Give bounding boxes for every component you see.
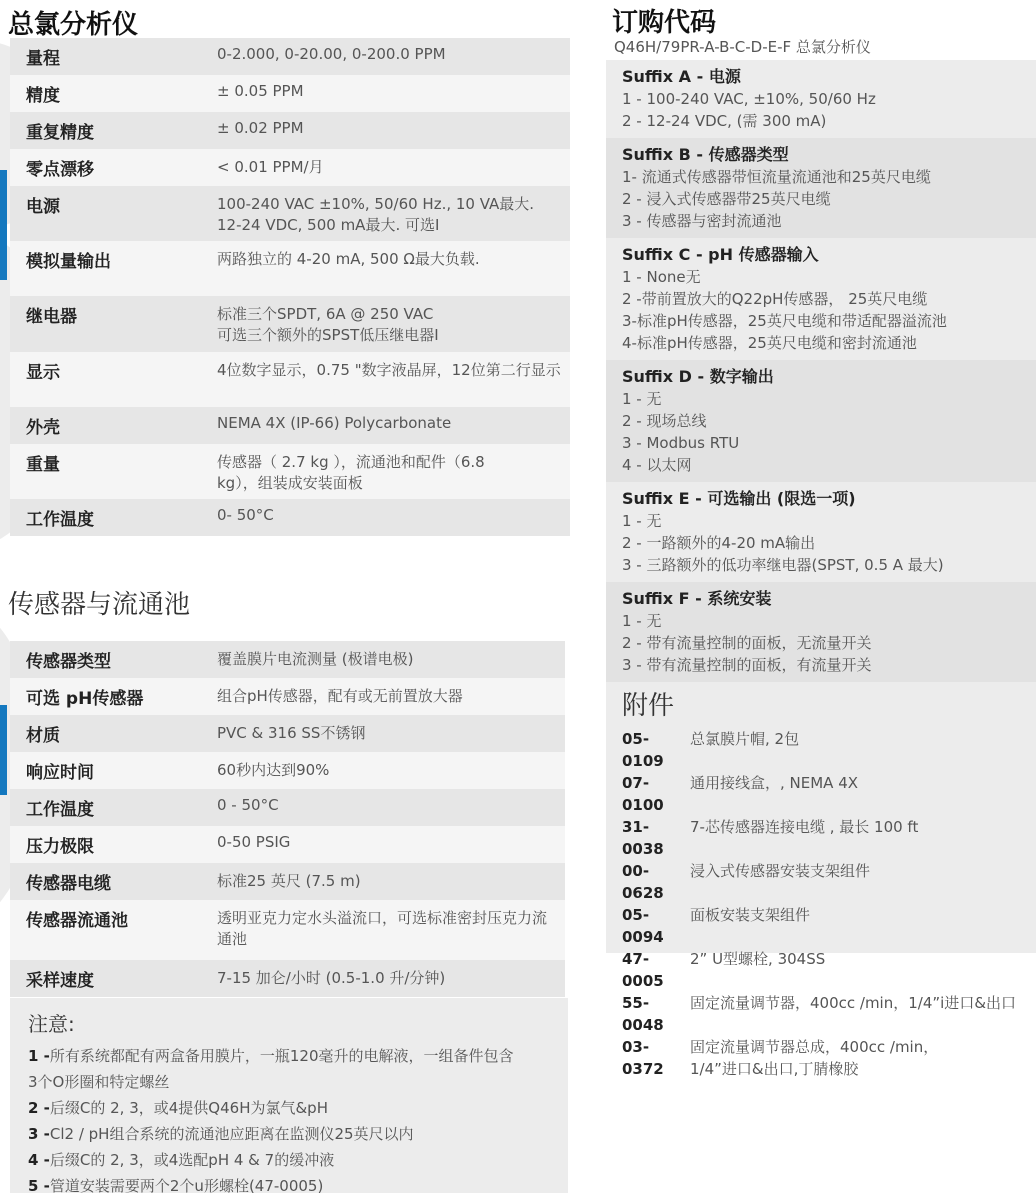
accessory-code: 55-0048 (622, 994, 664, 1034)
spec-value (197, 38, 570, 75)
sensor-title: 传感器与流通池 (8, 590, 191, 620)
spec-value-line: 可选三个额外的SPST低压继电器I (217, 326, 439, 344)
spec-label: 压力极限 (26, 837, 94, 857)
suffix-option: 2 - 浸入式传感器带25英尺电缆 (622, 190, 831, 208)
accessory-description-line: 2” U型螺栓, 304SS (690, 950, 826, 968)
spec-value (197, 407, 570, 444)
note-line (28, 1043, 568, 1069)
spec-value-line: 覆盖膜片电流测量 (极谱电极) (217, 650, 414, 668)
spec-value (197, 296, 570, 352)
note-line (28, 1095, 568, 1121)
spec-value (197, 900, 565, 960)
spec-value (197, 499, 570, 536)
suffix-heading: Suffix E - 可选输出 (限选一项) (622, 489, 856, 508)
spec-value-line: 7-15 加仑/小时 (0.5-1.0 升/分钟) (217, 969, 446, 987)
note-text: 3个O形圈和特定螺丝 (28, 1073, 170, 1091)
spec-row (10, 186, 570, 241)
ordering-model: Q46H/79PR-A-B-C-D-E-F 总氯分析仪 (614, 38, 871, 56)
spec-row (10, 407, 570, 444)
suffix-option: 1 - 无 (622, 612, 662, 630)
accessory-description-line: 浸入式传感器安装支架组件 (690, 862, 871, 880)
accessory-description-line: 固定流量调节器，400cc /min，1/4”i进口&出口 (690, 994, 1017, 1012)
spec-value (197, 352, 570, 407)
spec-value-line: 4位数字显示，0.75 "数字液晶屏，12位第二行显示 (217, 361, 561, 379)
accessory-description-line: 通用接线盒，, NEMA 4X (690, 774, 859, 792)
suffix-option: 2 - 12-24 VDC, (需 300 mA) (622, 112, 827, 130)
accessory-code: 05-0094 (622, 906, 664, 946)
note-number: 4 - (28, 1151, 50, 1169)
spec-value-line: 标准25 英尺 (7.5 m) (217, 872, 361, 890)
accessory-description (690, 772, 858, 816)
accessory-code: 00-0628 (622, 862, 664, 902)
spec-value-line: ± 0.02 PPM (217, 119, 304, 137)
spec-row (10, 678, 565, 715)
spec-value (197, 75, 570, 112)
suffix-option: 2 - 现场总线 (622, 412, 707, 430)
suffix-heading: Suffix B - 传感器类型 (622, 145, 789, 164)
spec-row (10, 499, 570, 536)
suffix-heading: Suffix D - 数字输出 (622, 367, 774, 386)
accessory-item (622, 772, 1020, 816)
suffix-option: 3 - Modbus RTU (622, 434, 740, 452)
suffix-option: 1 - None无 (622, 268, 701, 286)
spec-row (10, 38, 570, 75)
spec-value (197, 241, 570, 296)
suffix-group (606, 138, 1036, 238)
spec-label: 工作温度 (26, 800, 94, 820)
spec-value-line: 0- 50°C (217, 506, 274, 524)
accessory-description (690, 728, 799, 772)
spec-value-line: 0-50 PSIG (217, 833, 291, 851)
ordering-title: 订购代码 (612, 8, 717, 38)
accent-bar (0, 170, 7, 280)
spec-label: 外壳 (26, 418, 60, 438)
accessory-code: 05-0109 (622, 730, 664, 770)
spec-row (10, 112, 570, 149)
note-number: 1 - (28, 1047, 50, 1065)
suffix-group (606, 582, 1036, 682)
spec-value (197, 444, 570, 499)
note-text: 后缀C的 2, 3，或4选配pH 4 & 7的缓冲液 (49, 1151, 335, 1169)
accent-bar (0, 705, 7, 795)
spec-value-line: kg），组装成安装面板 (217, 474, 363, 492)
accessory-description (690, 904, 810, 948)
spec-row (10, 715, 565, 752)
accessory-code: 07-0100 (622, 774, 664, 814)
accessory-description (690, 948, 825, 992)
spec-label: 显示 (26, 363, 60, 383)
sensor-spec-table (10, 641, 565, 997)
ordering-panel (606, 60, 1036, 1078)
spec-value-line: 两路独立的 4-20 mA, 500 Ω最大负载. (217, 250, 480, 268)
spec-label: 传感器类型 (26, 652, 111, 672)
spec-value-line: 0 - 50°C (217, 796, 279, 814)
spec-value (197, 789, 565, 826)
suffix-option: 1 - 100-240 VAC, ±10%, 50/60 Hz (622, 90, 876, 108)
note-text: Cl2 / pH组合系统的流通池应距离在监测仪25英尺以内 (49, 1125, 414, 1143)
spec-row (10, 296, 570, 352)
spec-row (10, 641, 565, 678)
accessory-description-line: 总氯膜片帽, 2包 (690, 730, 800, 748)
note-line (28, 1147, 568, 1173)
suffix-heading: Suffix A - 电源 (622, 67, 741, 86)
accessories-title: 附件 (622, 691, 675, 721)
accessory-description-line: 固定流量调节器总成，400cc /min， (690, 1038, 939, 1056)
accessory-description (690, 860, 870, 904)
accessory-item (622, 904, 1020, 948)
suffix-group (606, 238, 1036, 360)
suffix-group (606, 360, 1036, 482)
spec-value (197, 186, 570, 241)
suffix-option: 3-标准pH传感器，25英尺电缆和带适配器溢流池 (622, 312, 947, 330)
note-number: 5 - (28, 1177, 50, 1195)
accessory-item (622, 860, 1020, 904)
suffix-list (606, 60, 1036, 682)
suffix-option: 1 - 无 (622, 390, 662, 408)
spec-label: 工作温度 (26, 510, 94, 530)
spec-row (10, 352, 570, 407)
suffix-option: 3 - 三路额外的低功率继电器(SPST, 0.5 A 最大) (622, 556, 944, 574)
spec-row (10, 444, 570, 499)
spec-value-line: 透明亚克力定水头溢流口，可选标准密封压克力流 (217, 909, 548, 927)
suffix-option: 1 - 无 (622, 512, 662, 530)
accessory-item (622, 948, 1020, 992)
accessory-description-line: 面板安装支架组件 (690, 906, 811, 924)
suffix-option: 2 - 带有流量控制的面板，无流量开关 (622, 634, 872, 652)
spec-value (197, 678, 565, 715)
note-line (28, 1173, 568, 1199)
note-text: 后缀C的 2, 3，或4提供Q46H为氯气&pH (49, 1099, 328, 1117)
suffix-option: 2 - 一路额外的4-20 mA输出 (622, 534, 816, 552)
spec-label: 重复精度 (26, 123, 94, 143)
suffix-heading: Suffix C - pH 传感器输入 (622, 245, 819, 264)
accessory-description (690, 816, 918, 860)
notes-title: 注意: (28, 1012, 75, 1036)
accessory-description (690, 992, 1016, 1036)
suffix-option: 4 - 以太网 (622, 456, 692, 474)
spec-value (197, 826, 565, 863)
spec-label: 传感器电缆 (26, 874, 111, 894)
accessory-description-line: 1/4”进口&出口,丁腈橡胶 (690, 1060, 859, 1078)
spec-row (10, 149, 570, 186)
spec-label: 继电器 (26, 307, 77, 327)
spec-row (10, 863, 565, 900)
spec-row (10, 752, 565, 789)
accessory-item (622, 728, 1020, 772)
spec-label: 电源 (26, 197, 60, 217)
note-number: 3 - (28, 1125, 50, 1143)
note-line (28, 1069, 568, 1095)
spec-label: 模拟量输出 (26, 252, 111, 272)
spec-value (197, 752, 565, 789)
spec-row (10, 789, 565, 826)
spec-value-line: ± 0.05 PPM (217, 82, 304, 100)
accessory-item (622, 1036, 1020, 1080)
spec-row (10, 75, 570, 112)
spec-label: 材质 (26, 726, 60, 746)
note-line (28, 1121, 568, 1147)
spec-value-line: 通池 (217, 930, 248, 948)
spec-row (10, 900, 565, 960)
spec-value-line: 传感器（ 2.7 kg ），流通池和配件（6.8 (217, 453, 485, 471)
spec-value-line: < 0.01 PPM/月 (217, 158, 324, 176)
analyzer-title: 总氯分析仪 (8, 10, 139, 40)
suffix-group (606, 482, 1036, 582)
analyzer-spec-table (10, 38, 570, 536)
suffix-option: 3 - 传感器与密封流通池 (622, 212, 782, 230)
notes-list (28, 1043, 568, 1199)
suffix-option: 3 - 带有流量控制的面板，有流量开关 (622, 656, 872, 674)
spec-label: 响应时间 (26, 763, 94, 783)
spec-value (197, 149, 570, 186)
note-text: 所有系统都配有两盒备用膜片，一瓶120毫升的电解液，一组备件包含 (49, 1047, 514, 1065)
accessory-description (690, 1036, 938, 1080)
notes-panel (10, 998, 568, 1193)
spec-row (10, 241, 570, 296)
spec-label: 重量 (26, 455, 60, 475)
accessory-code: 47-0005 (622, 950, 664, 990)
note-text: 管道安装需要两个2个u形螺栓(47-0005) (49, 1177, 324, 1195)
suffix-group (606, 60, 1036, 138)
spec-value-line: 100-240 VAC ±10%, 50/60 Hz., 10 VA最大. (217, 195, 535, 213)
spec-value-line: 60秒内达到90% (217, 761, 330, 779)
spec-value-line: 0-2.000, 0-20.00, 0-200.0 PPM (217, 45, 446, 63)
accessory-description-line: 7-芯传感器连接电缆 , 最长 100 ft (690, 818, 919, 836)
spec-value (197, 112, 570, 149)
suffix-option: 2 -带前置放大的Q22pH传感器， 25英尺电缆 (622, 290, 928, 308)
spec-value-line: 12-24 VDC, 500 mA最大. 可选I (217, 216, 440, 234)
spec-label: 可选 pH传感器 (26, 689, 144, 709)
spec-value-line: NEMA 4X (IP-66) Polycarbonate (217, 414, 452, 432)
accessory-item (622, 816, 1020, 860)
spec-value-line: PVC & 316 SS不锈钢 (217, 724, 366, 742)
spec-value (197, 641, 565, 678)
spec-label: 采样速度 (26, 971, 94, 991)
spec-value (197, 715, 565, 752)
spec-label: 传感器流通池 (26, 911, 128, 931)
accessory-item (622, 992, 1020, 1036)
note-number: 2 - (28, 1099, 50, 1117)
spec-label: 零点漂移 (26, 160, 94, 180)
suffix-option: 4-标准pH传感器，25英尺电缆和密封流通池 (622, 334, 917, 352)
accessories-section (606, 682, 1036, 1080)
accessory-code: 03-0372 (622, 1038, 664, 1078)
spec-label: 精度 (26, 86, 60, 106)
spec-label: 量程 (26, 49, 60, 69)
suffix-heading: Suffix F - 系统安装 (622, 589, 772, 608)
accessory-code: 31-0038 (622, 818, 664, 858)
suffix-option: 1- 流通式传感器带恒流量流通池和25英尺电缆 (622, 168, 931, 186)
spec-value-line: 组合pH传感器，配有或无前置放大器 (217, 687, 463, 705)
spec-value (197, 960, 565, 997)
spec-value-line: 标准三个SPDT, 6A @ 250 VAC (217, 305, 434, 323)
spec-row (10, 960, 565, 997)
spec-value (197, 863, 565, 900)
spec-row (10, 826, 565, 863)
accessories-list (622, 728, 1020, 1080)
